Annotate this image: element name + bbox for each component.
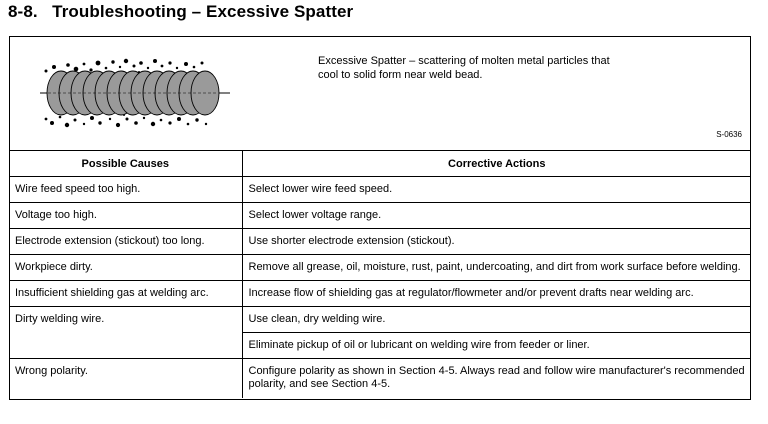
action-cell: Eliminate pickup of oil or lubricant on welding wire from feeder or liner. <box>242 333 751 359</box>
weld-bead-with-spatter-icon <box>40 53 230 131</box>
cause-cell: Wrong polarity. <box>9 359 242 399</box>
table-row <box>9 203 751 229</box>
action-cell: Select lower wire feed speed. <box>242 177 751 203</box>
table-header-row <box>9 151 751 177</box>
description-line-2: cool to solid form near weld bead. <box>318 69 483 81</box>
cause-cell: Electrode extension (stickout) too long. <box>9 229 242 255</box>
troubleshooting-box <box>9 36 751 400</box>
figure-description <box>318 54 648 82</box>
troubleshooting-table <box>9 150 751 398</box>
table-row <box>9 177 751 203</box>
figure-code: S-0636 <box>716 130 742 139</box>
action-cell: Use shorter electrode extension (stickout). <box>242 229 751 255</box>
action-cell: Select lower voltage range. <box>242 203 751 229</box>
cause-cell: Voltage too high. <box>9 203 242 229</box>
action-cell: Configure polarity as shown in Section 4-5. Always read and follow wire manufacturer's recommended polarity, and see Section 4-5. <box>242 359 751 399</box>
table-row <box>9 281 751 307</box>
action-cell: Increase flow of shielding gas at regulator/flowmeter and/or prevent drafts near welding arc. <box>242 281 751 307</box>
header-possible-causes: Possible Causes <box>9 151 242 177</box>
page-title: 8-8. Troubleshooting – Excessive Spatter <box>8 2 354 21</box>
cause-cell: Wire feed speed too high. <box>9 177 242 203</box>
description-line-1: Excessive Spatter – scattering of molten metal particles that <box>318 55 610 67</box>
cause-cell: Dirty welding wire. <box>9 307 242 359</box>
table-row <box>9 359 751 399</box>
header-corrective-actions: Corrective Actions <box>242 151 751 177</box>
table-row <box>9 255 751 281</box>
table-row <box>9 229 751 255</box>
action-cell: Remove all grease, oil, moisture, rust, paint, undercoating, and dirt from work surface before welding. <box>242 255 751 281</box>
table-row <box>9 307 751 333</box>
action-cell: Use clean, dry welding wire. <box>242 307 751 333</box>
cause-cell: Insufficient shielding gas at welding arc. <box>9 281 242 307</box>
cause-cell: Workpiece dirty. <box>9 255 242 281</box>
